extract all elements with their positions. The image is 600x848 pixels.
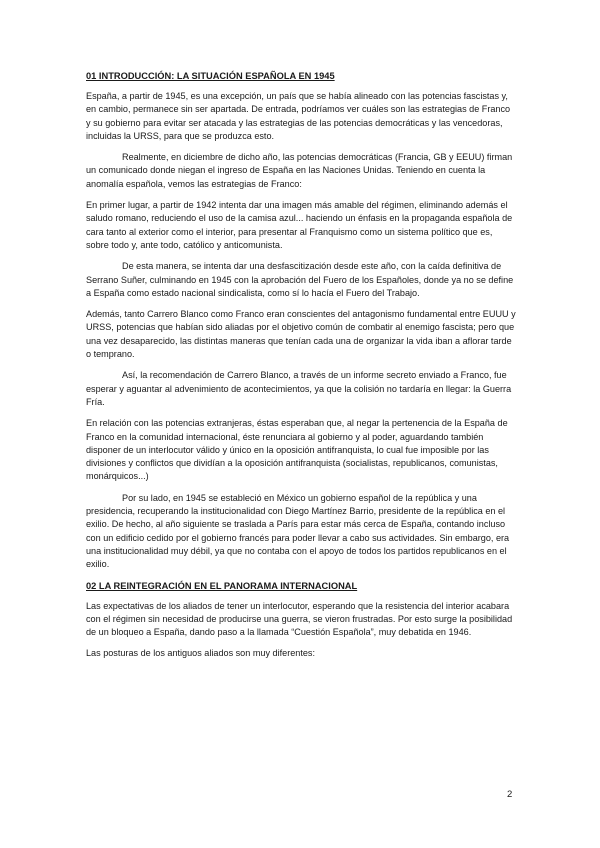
page-number: 2: [507, 789, 513, 800]
paragraph-1: España, a partir de 1945, es una excepción, un país que se había alineado con las potencias fascistas y, en cambio, permanece sin ser apartada. De entrada, podríamos ver cuáles son las estrategias de Franco y su gobierno para evitar ser atacada y las estrategias de las potencias democráticas y las vencedoras, incluidas la URSS, para que se produzca esto.: [86, 91, 511, 141]
paragraph-3: En primer lugar, a partir de 1942 intenta dar una imagen más amable del régimen, eliminando además el saludo romano, reduciendo el uso de la camisa azul... haciendo un énfasis en la propaganda española de cara tanto al exterior como el interior, para presentar al Franquismo como un sistema político que es, sobre todo y, ante todo, católico y anticomunista.: [86, 200, 513, 250]
section-1-heading: 01 INTRODUCCIÓN: LA SITUACIÓN ESPAÑOLA EN 1945: [86, 71, 335, 81]
section-2-heading: 02 LA REINTEGRACIÓN EN EL PANORAMA INTERNACIONAL: [86, 580, 358, 591]
paragraph-7: En relación con las potencias extranjeras, éstas esperaban que, al negar la pertenencia de la España de Franco en la comunidad internacional, éste renunciara al gobierno y al poder, aguardando también disponer de un interlocutor válido y único en la oposición antifranquista, lo cual fue imposible por las divisiones y conflictos que dividían a la oposición antifranquista (socialistas, republicanos, comunistas, monárquicos...): [86, 418, 508, 482]
paragraph-5: Además, tanto Carrero Blanco como Franco eran conscientes del antagonismo fundamental entre EUUU y URSS, potencias que habían sido aliadas por el objetivo común de combatir al enemigo fascista; pero que una vez desaparecido, las distintas maneras que tenían cada una de organizar la vida iban a aflorar tarde o temprano.: [86, 309, 516, 360]
paragraph-8: Por su lado, en 1945 se estableció en México un gobierno español de la república y una presidencia, recuperando la institucionalidad con Diego Martínez Barrio, presidente de la república en el exilio. De hecho, al año siguiente se traslada a París para estar más cerca de España, contando incluso con un edificio cedido por el gobierno francés para poder llevar a cabo sus actividades. Sin embargo, era una institucionalidad muy débil, ya que no contaba con el apoyo de todos los partidos republicanos en el exilio.: [86, 492, 510, 570]
paragraph-6: Así, la recomendación de Carrero Blanco, a través de un informe secreto enviado a Franco, fue esperar y aguantar al advenimiento de acontecimientos, ya que la colisión no tardaría en llegar: la Guerra Fría.: [86, 370, 512, 407]
document-page: [86, 70, 516, 669]
paragraph-4: De esta manera, se intenta dar una desfascitización desde este año, con la caída definitiva de Serrano Suñer, culminando en 1945 con la aprobación del Fuero de los Españoles, donde ya no se define a España como estado nacional sindicalista, como sí lo hacía el Fuero del Trabajo.: [86, 261, 514, 298]
paragraph-2: Realmente, en diciembre de dicho año, las potencias democráticas (Francia, GB y EEUU) firman un comunicado donde niegan el ingreso de España en las Naciones Unidas. Teniendo en cuenta la anomalía española, vemos las estrategias de Franco:: [86, 152, 513, 189]
paragraph-9: Las expectativas de los aliados de tener un interlocutor, esperando que la resistencia del interior acabara con el régimen sin necesidad de producirse una guerra, se vieron frustradas. Por esto surge la posibilidad de un bloqueo a España, dando paso a la llamada “Cuestión Española”, muy debatida en 1946.: [86, 600, 513, 638]
paragraph-10: Las posturas de los antiguos aliados son muy diferentes:: [86, 648, 315, 659]
